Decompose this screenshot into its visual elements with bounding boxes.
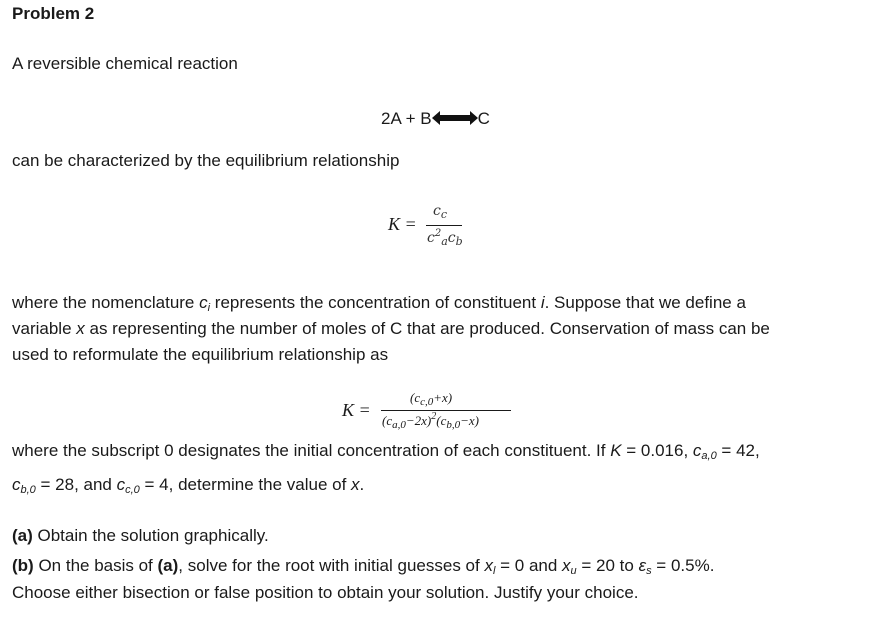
reaction-equation (381, 106, 490, 132)
double-arrow-icon (432, 111, 478, 125)
eq1-numerator: $c_c$ (433, 203, 448, 221)
part-b-line2: Choose either bisection or false position to obtain your solution. Justify your choice. (12, 583, 639, 602)
reaction-right: C (477, 109, 490, 128)
eq1-denominator: $c^2_ac_b$ (427, 228, 463, 248)
intro-text: A reversible chemical reaction (12, 54, 238, 73)
part-b-line1: (b) On the basis of (a), solve for the root with initial guesses of $x_l = 0$ and $x_u = 20$ to $\varepsilon_s = 0.5\%$. (12, 556, 715, 577)
para2-line1: where the nomenclature $c_i$ represents the concentration of constituent i. Suppose that we define a (12, 293, 746, 314)
para3-line2: $c_{b,0} = 28$, and $c_{c,0} = 4$, determine the value of x. (12, 475, 365, 496)
eq2-denominator: $(c_{a,0}-2x)^2(c_{b,0}-x)$ (382, 411, 479, 431)
characterized-text: can be characterized by the equilibrium relationship (12, 151, 400, 170)
part-a: (a) Obtain the solution graphically. (12, 526, 269, 545)
eq1-fraction-bar (426, 225, 462, 226)
para3-line1: where the subscript 0 designates the initial concentration of each constituent. If K = 0.016, $c_{a,0} = 42$, (12, 441, 760, 462)
problem-title: Problem 2 (12, 4, 95, 23)
para2-line2: variable x as representing the number of moles of C that are produced. Conservation of mass can be (12, 319, 770, 338)
eq2-numerator: $(c_{c,0}+x)$ (410, 390, 453, 408)
reaction-left: 2A + B (381, 109, 432, 128)
eq1-lhs: K = (388, 214, 417, 234)
para2-line3: used to reformulate the equilibrium relationship as (12, 345, 389, 364)
eq2-fraction-bar (381, 410, 511, 411)
eq2-lhs: K = (342, 400, 371, 420)
